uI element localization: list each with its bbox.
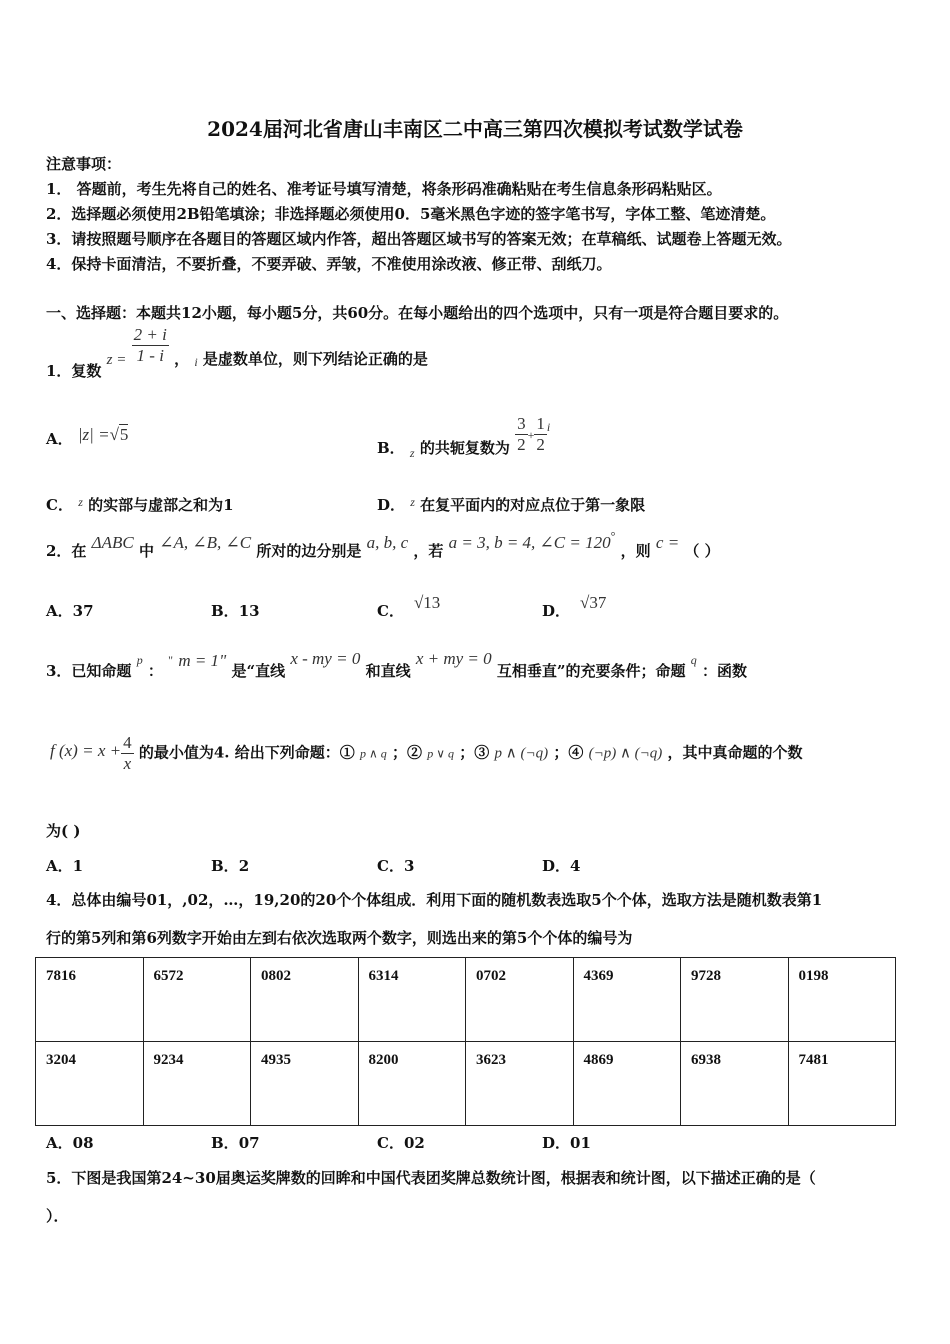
table-cell: 4369 [573,958,681,1042]
q3-quote: " [168,653,174,667]
q3-option-value: 1 [72,857,84,875]
frac-den: x [123,754,132,773]
table-row [36,1042,896,1126]
question-1 [46,325,428,380]
q1-option-b-frac2 [534,414,547,455]
table-cell: 8200 [358,1042,466,1126]
q1-comma: ， [174,349,190,368]
q3-quote: " [219,651,227,670]
notice-item: 4．保持卡面清洁，不要折叠，不要弄破、弄皱，不准使用涂改液、修正带、刮纸刀。 [46,255,612,273]
frac-den: 2 [536,435,545,454]
q3-function-line [50,733,803,774]
q3-option-d [542,855,580,876]
q1-option-c [46,494,234,515]
q3-option-c [377,855,414,876]
q2-option-value: √37 [580,593,607,612]
table-cell: 7481 [788,1042,896,1126]
frac-num: 3 [517,414,526,433]
q2-option-label: C． [377,602,404,620]
q3-option-value: 2 [238,857,250,875]
q3-prefix: 3．已知命题 [46,662,132,680]
q2-option-d [542,593,607,621]
q1-denominator: 1 - i [136,346,164,365]
q4-option-value: 01 [570,1134,591,1152]
q1-option-label: B． [377,438,405,457]
q2-condition: a = 3, b = 4, ∠C = 120 [448,533,611,552]
q3-option-value: 3 [403,857,415,875]
random-number-table [35,957,896,1126]
table-cell: 0702 [466,958,574,1042]
q1-option-b-text: 的共轭复数为 [419,438,510,457]
q4-option-c [377,1132,425,1153]
q1-fraction [132,325,169,366]
q1-option-label: C． [46,496,73,514]
table-cell: 0802 [251,958,359,1042]
q3-text: 互相垂直”的充要条件；命题 [496,662,686,680]
q1-numerator: 2 + i [133,325,167,344]
q1-option-b-frac1 [515,414,528,455]
q3-colon: ： [147,662,163,680]
question-3 [46,649,747,681]
q2-option-label: B． [211,602,239,620]
q3-text: ，其中真命题的个数 [667,743,803,762]
q3-q: q [690,653,697,667]
q4-option-d [542,1132,591,1153]
q3-text: 的最小值为4. 给出下列命题：① [138,743,355,762]
notice-item: 1． 答题前，考生先将自己的姓名、准考证号填写清楚，将条形码准确粘贴在考生信息条形码粘贴区。 [46,180,722,198]
q2-option-label: A． [46,602,73,620]
notice-item: 3．请按照题号顺序在各题目的答题区域内作答，超出答题区域书写的答案无效；在草稿纸、试题卷上答题无效。 [46,230,792,248]
q1-option-a-sqrt: 5 [119,425,129,444]
q1-z-eq: z = [106,351,127,368]
q1-option-c-z: z [78,495,83,509]
q2-option-label: D． [542,602,571,620]
q3-expr-2: p ∨ q [427,746,455,761]
q4-option-value: 07 [238,1134,260,1152]
q4-option-label: C． [377,1134,404,1152]
table-cell: 3204 [36,1042,144,1126]
q2-mid: 中 [139,542,155,560]
q1-i: i [194,354,198,369]
q4-option-label: D． [542,1134,571,1152]
degree-sign: ° [610,529,616,543]
q2-option-a [46,600,94,621]
q1-option-b-z: z [409,445,415,460]
q5-line-1: 5．下图是我国第24~30届奥运奖牌数的回眸和中国代表团奖牌总数统计图，根据表和统计图，以下描述正确的是（ [46,1169,816,1187]
q3-p: p [136,653,143,667]
notice-item: 2．选择题必须使用2B铅笔填涂；非选择题必须使用0．5毫米黑色字迹的签字笔书写，字体工整、笔迹清楚。 [46,205,776,223]
q2-paren: （ ） [684,542,720,560]
section-heading: 一、选择题：本题共12小题，每小题5分，共60分。在每小题给出的四个选项中，只有一项是符合题目要求的。 [46,304,789,322]
table-cell: 3623 [466,1042,574,1126]
q3-text: ；④ [553,743,584,762]
q3-line2: x + my = 0 [415,649,492,668]
table-cell: 6314 [358,958,466,1042]
q3-expr-1: p ∧ q [359,746,387,761]
q5-line-2: ）． [46,1207,69,1225]
q1-option-c-text: 的实部与虚部之和为1 [88,496,234,514]
q2-text: ，若 [413,542,444,560]
q4-line-2: 行的第5列和第6列数字开始由左到右依次选取两个数字，则选出来的第5个个体的编号为 [46,929,633,947]
table-cell: 4869 [573,1042,681,1126]
q1-option-label: D． [377,496,406,514]
q1-option-b-i: i [546,419,551,434]
q1-prefix: 1．复数 [46,361,102,380]
q4-option-value: 02 [403,1134,425,1152]
table-cell: 6572 [143,958,251,1042]
q3-line1: x - my = 0 [290,649,361,668]
table-cell: 9728 [681,958,789,1042]
table-cell: 9234 [143,1042,251,1126]
q3-option-label: A． [46,857,73,875]
q1-suffix: 是虚数单位，则下列结论正确的是 [202,349,428,368]
q3-option-label: B． [211,857,239,875]
q3-text: 是“直线 [231,662,286,680]
q4-option-value: 08 [72,1134,94,1152]
q2-text: 所对的边分别是 [256,542,362,560]
frac-den: 2 [517,435,526,454]
q3-expr-4: (¬p) ∧ (¬q) [588,745,663,762]
q1-option-d-text: 在复平面内的对应点位于第一象限 [420,496,646,514]
q3-function-frac [121,733,134,774]
q2-option-value: √13 [413,593,441,612]
q3-option-b [211,855,249,876]
q3-text: ：函数 [701,662,747,680]
q2-option-b [211,600,260,621]
q2-triangle: ΔABC [91,533,134,552]
q3-tail: 为( ) [46,822,81,840]
q3-option-label: D． [542,857,571,875]
q2-angles: ∠A, ∠B, ∠C [159,533,252,552]
q4-option-label: B． [211,1134,239,1152]
q1-option-a-lhs: |z| = [77,425,110,444]
q1-option-a: A． |z| =√5 [46,425,129,448]
q1-option-d-z: z [410,495,415,509]
exam-title: 2024届河北省唐山丰南区二中高三第四次模拟考试数学试卷 [207,117,743,141]
table-row [36,958,896,1042]
table-cell: 7816 [36,958,144,1042]
q2-option-value: 13 [238,602,260,620]
q3-text: 和直线 [365,662,411,680]
q2-option-c [377,593,441,621]
q3-function: f (x) = x + [50,740,122,760]
q3-m-equals-1: m = 1 [178,651,220,670]
question-2 [46,529,720,561]
q1-option-b [377,410,551,460]
table-cell: 6938 [681,1042,789,1126]
plus-sign: + [527,427,535,442]
table-cell: 0198 [788,958,896,1042]
q4-line-1: 4．总体由编号01，,02，…，19,20的20个个体组成．利用下面的随机数表选取5个个体，选取方法是随机数表第1 [46,891,823,909]
q2-text: ，则 [620,542,651,560]
q3-option-label: C． [377,857,404,875]
q4-option-label: A． [46,1134,73,1152]
q3-option-value: 4 [570,857,581,875]
q4-option-b [211,1132,260,1153]
q3-text: ；② [391,743,422,762]
q2-option-value: 37 [72,602,94,620]
q4-option-a [46,1132,94,1153]
q2-ask: c = [655,533,680,552]
q1-option-label: A． [46,430,73,448]
frac-num: 1 [536,414,545,433]
table-cell: 4935 [251,1042,359,1126]
q2-prefix: 2．在 [46,542,87,560]
q3-option-a [46,855,83,876]
frac-num: 4 [123,733,132,752]
q2-sides: a, b, c [366,533,409,552]
notice-heading: 注意事项： [46,155,122,173]
q1-option-d [377,494,645,515]
q3-text: ；③ [459,743,490,762]
q3-expr-3: p ∧ (¬q) [494,745,549,762]
